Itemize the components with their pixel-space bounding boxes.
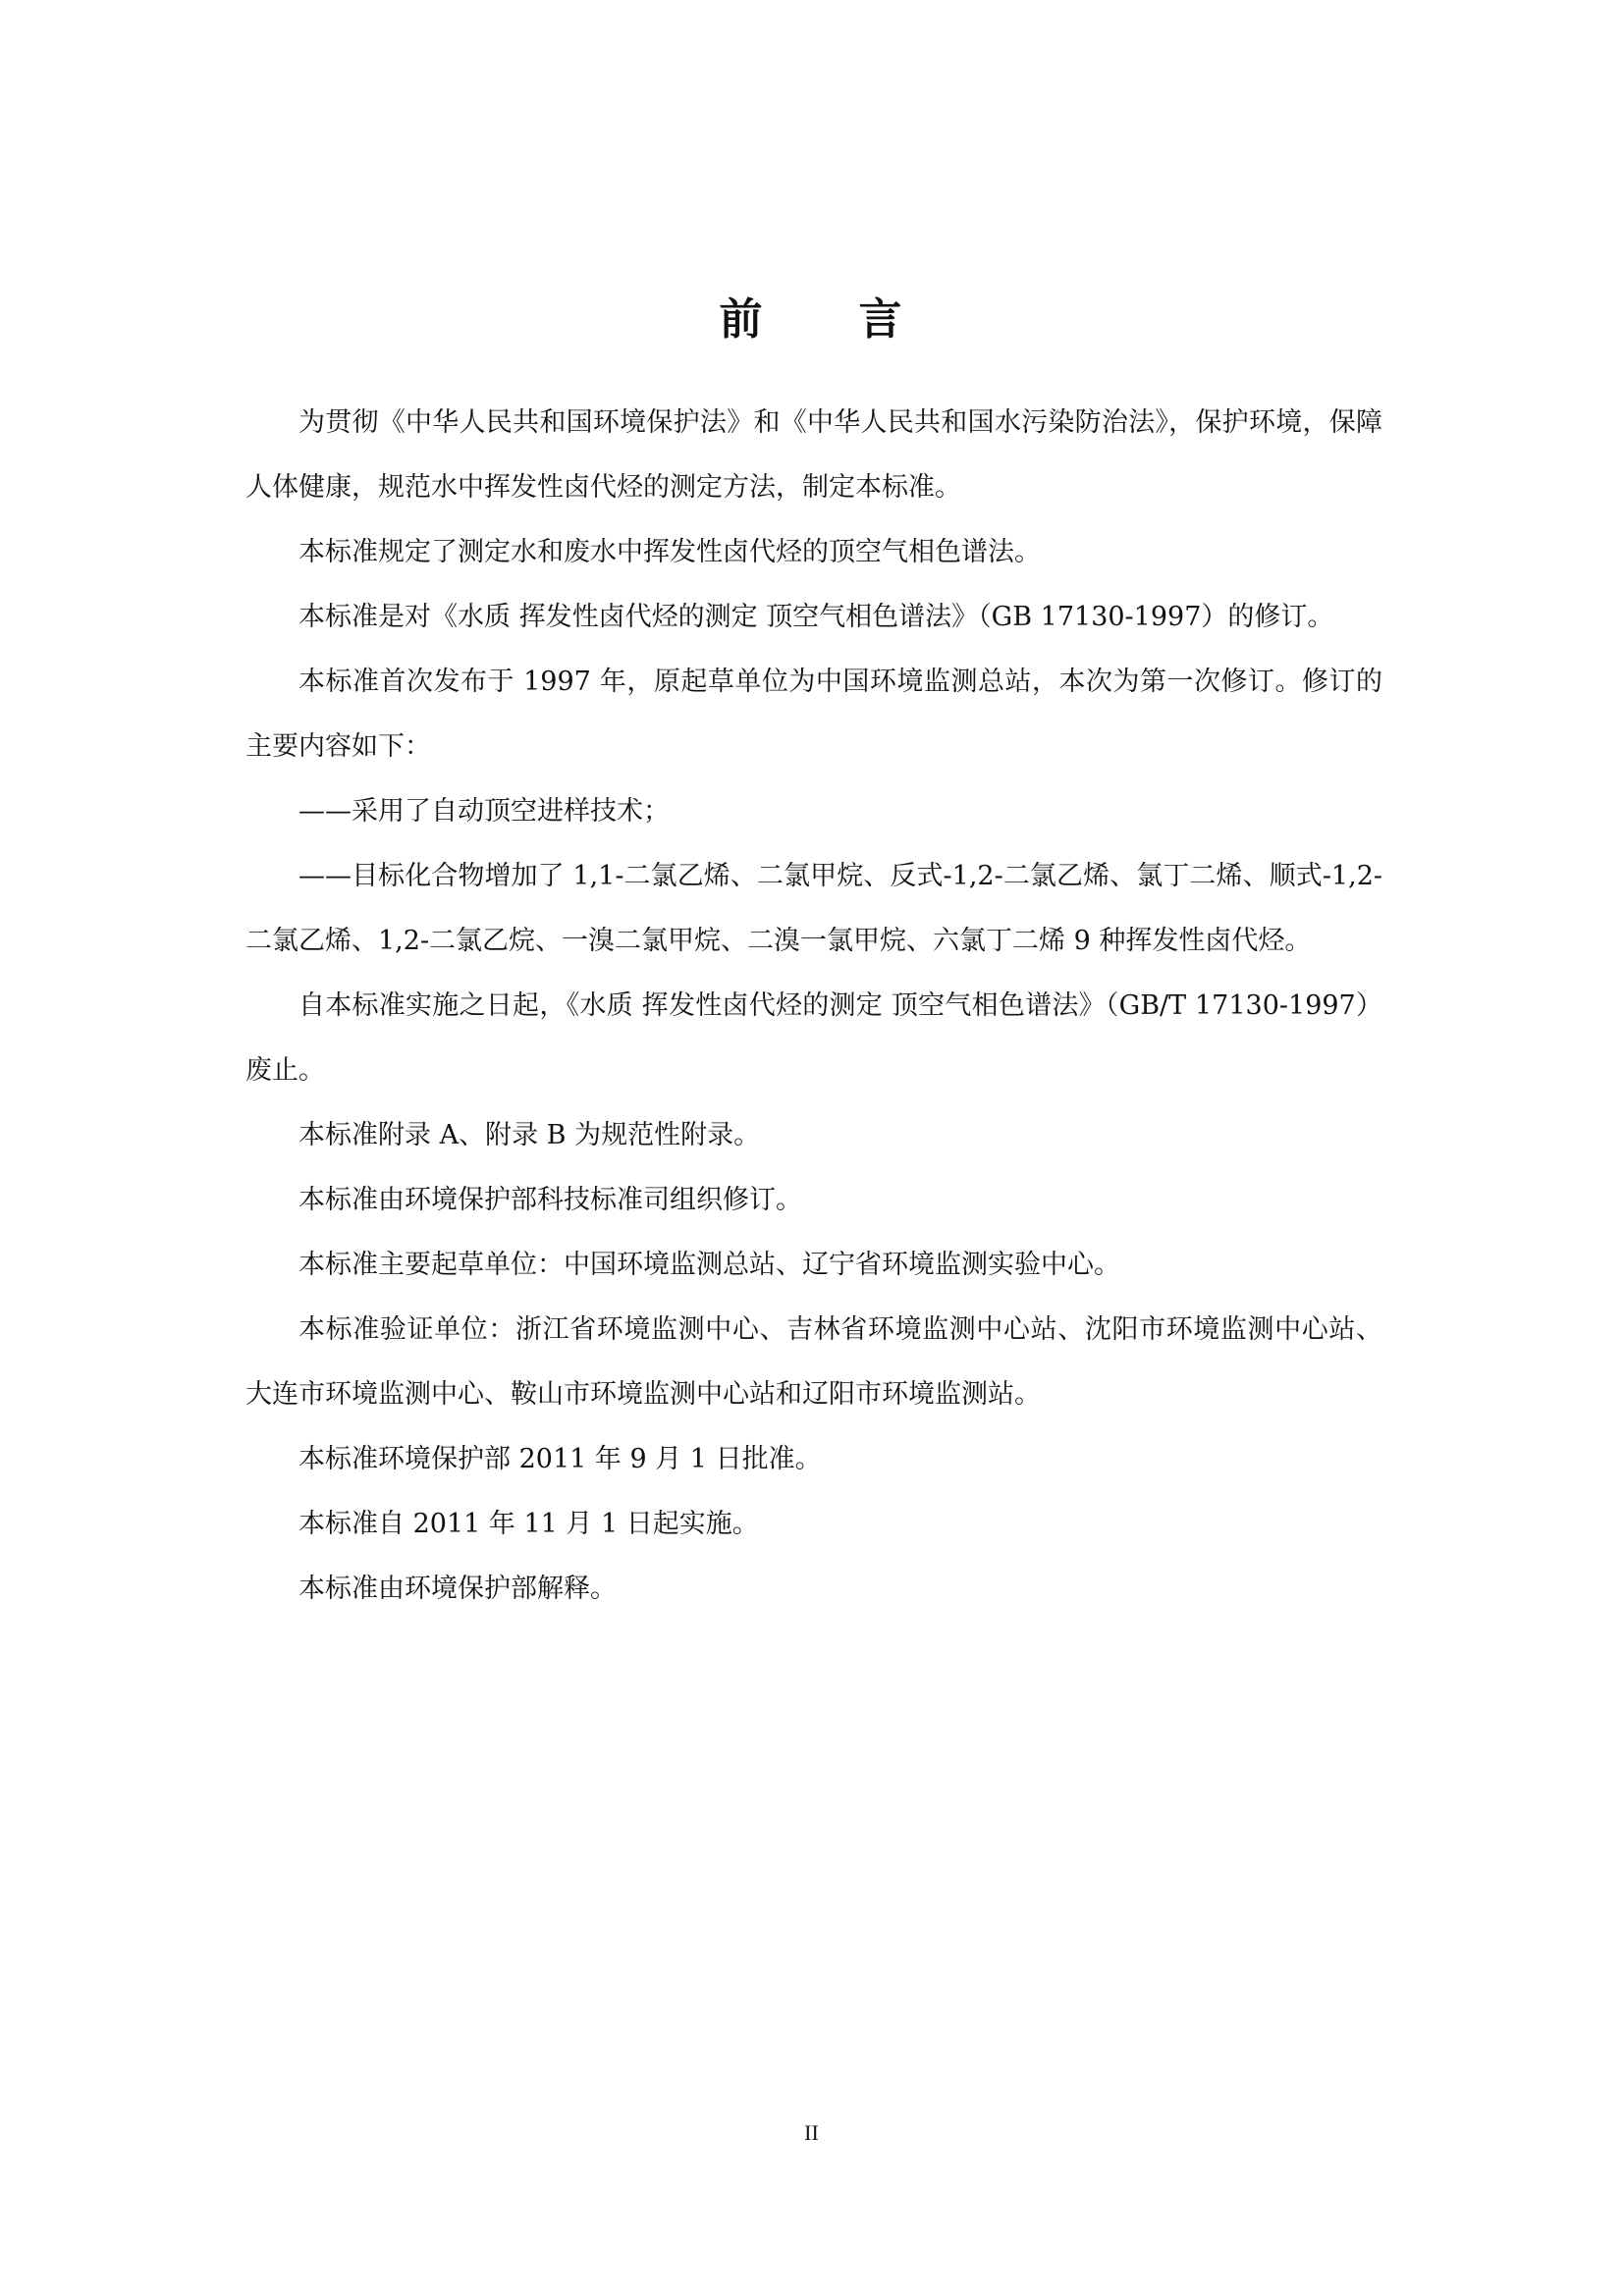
paragraph-effective: 本标准自 2011 年 11 月 1 日起实施。	[298, 1509, 759, 1539]
paragraph-appendix: 本标准附录 A、附录 B 为规范性附录。	[298, 1120, 761, 1150]
page-title-char-2: 言	[858, 294, 904, 345]
page-number: II	[804, 2120, 819, 2145]
preface-body	[245, 391, 1382, 1622]
page-title-char-1: 前	[719, 294, 765, 345]
page-title	[0, 291, 1623, 349]
paragraph-history: 本标准首次发布于 1997 年，原起草单位为中国环境监测总站，本次为第一次修订。修订的主要内容如下：	[245, 667, 1382, 762]
paragraph-scope: 本标准规定了测定水和废水中挥发性卤代烃的顶空气相色谱法。	[298, 537, 1041, 567]
paragraph-verifiers: 本标准验证单位：浙江省环境监测中心、吉林省环境监测中心站、沈阳市环境监测中心站、大连市环境监测中心、鞍山市环境监测中心站和辽阳市环境监测站。	[245, 1314, 1382, 1410]
paragraph-abolish: 自本标准实施之日起，《水质 挥发性卤代烃的测定 顶空气相色谱法》（GB/T 17130-1997）废止。	[245, 990, 1382, 1086]
paragraph-change-1: ——采用了自动顶空进样技术；	[298, 796, 670, 827]
paragraph-purpose: 为贯彻《中华人民共和国环境保护法》和《中华人民共和国水污染防治法》，保护环境，保障人体健康，规范水中挥发性卤代烃的测定方法，制定本标准。	[245, 407, 1382, 503]
paragraph-change-2: ——目标化合物增加了 1,1-二氯乙烯、二氯甲烷、反式-1,2-二氯乙烯、氯丁二烯、顺式-1,2-二氯乙烯、1,2-二氯乙烷、一溴二氯甲烷、二溴一氯甲烷、六氯丁二烯 9 种挥发性卤代烃。	[245, 861, 1382, 956]
paragraph-approval: 本标准环境保护部 2011 年 9 月 1 日批准。	[298, 1444, 822, 1474]
paragraph-organizer: 本标准由环境保护部科技标准司组织修订。	[298, 1185, 802, 1215]
paragraph-drafters: 本标准主要起草单位：中国环境监测总站、辽宁省环境监测实验中心。	[298, 1250, 1120, 1280]
paragraph-revision: 本标准是对《水质 挥发性卤代烃的测定 顶空气相色谱法》（GB 17130-1997）的修订。	[298, 602, 1334, 632]
paragraph-interpretation: 本标准由环境保护部解释。	[298, 1574, 617, 1604]
